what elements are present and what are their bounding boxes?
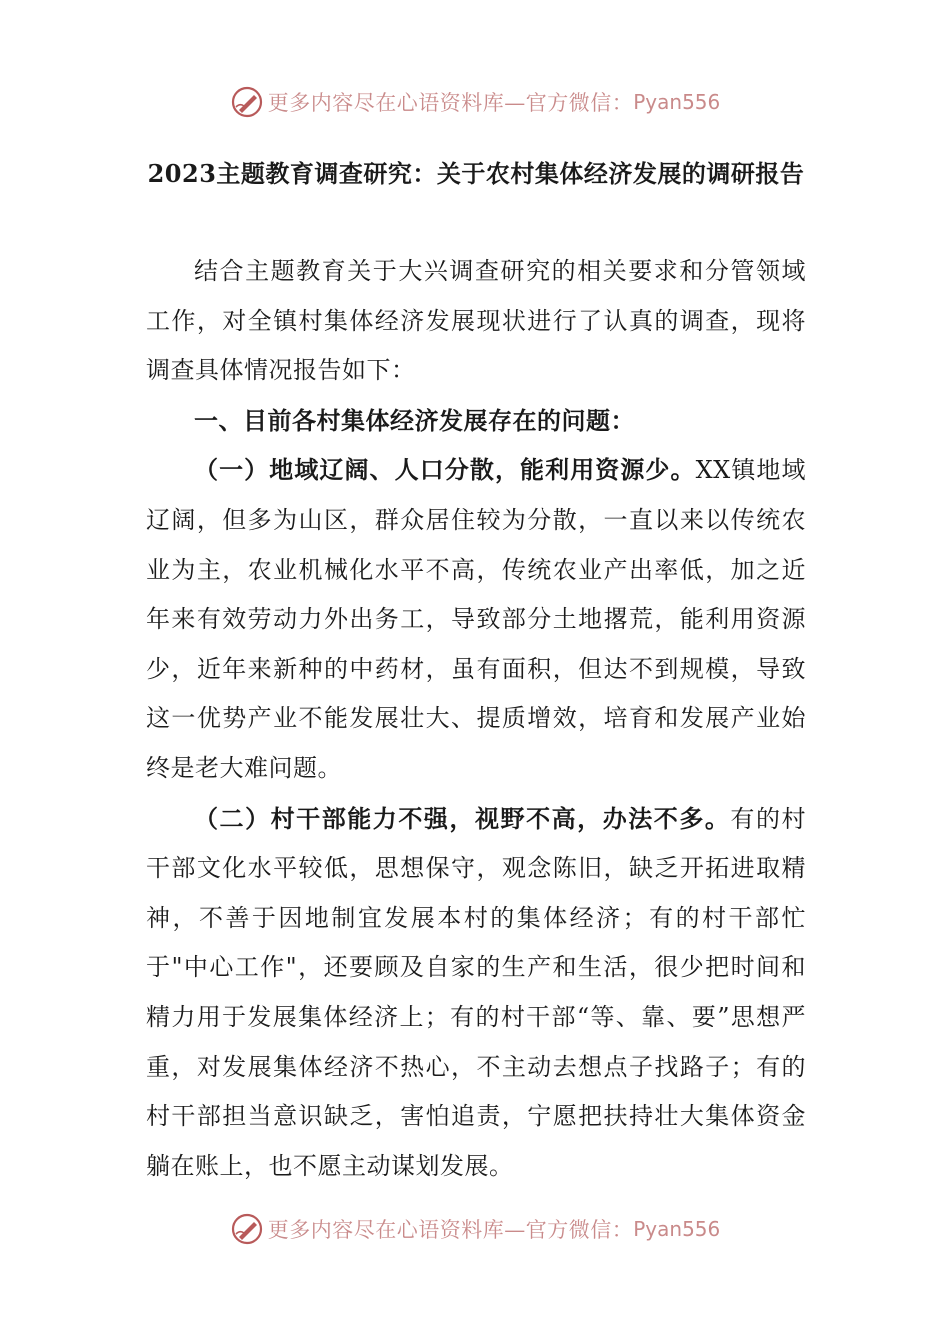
watermark-banner-top	[0, 80, 950, 124]
document-title: 2023主题教育调查研究：关于农村集体经济发展的调研报告	[147, 159, 805, 188]
item1-text: XX镇地域辽阔，但多为山区，群众居住较为分散，一直以来以传统农业为主，农业机械化水平不高，传统农业产出率低，加之近年来有效劳动力外出务工，导致部分土地撂荒，能利用资源少，近年来新种的中药材，虽有面积，但达不到规模，导致这一优势产业不能发展壮大、提质增效，培育和发展产业始终是老大难问题。	[146, 456, 807, 782]
watermark-banner-bottom	[0, 1207, 950, 1251]
watermark-wechat-id: Pyan556	[633, 90, 721, 114]
item1-paragraph	[146, 445, 806, 793]
pen-logo-icon	[230, 85, 264, 119]
item2-lead: （二）村干部能力不强，视野不高，办法不多。	[194, 803, 731, 833]
watermark-text: 更多内容尽在心语资料库—官方微信：	[267, 91, 634, 115]
intro-paragraph: 结合主题教育关于大兴调查研究的相关要求和分管领域工作，对全镇村集体经济发展现状进行了认真的调查，现将调查具体情况报告如下：	[146, 257, 806, 385]
item2-text: 有的村干部文化水平较低，思想保守，观念陈旧，缺乏开拓进取精神，不善于因地制宜发展本村的集体经济；有的村干部忙于"中心工作"，还要顾及自家的生产和生活，很少把时间和精力用于发展集体经济上；有的村干部“等、靠、要”思想严重，对发展集体经济不热心，不主动去想点子找路子；有的村干部担当意识缺乏，害怕追责，宁愿把扶持壮大集体资金躺在账上，也不愿主动谋划发展。	[146, 804, 807, 1180]
section-heading: 一、目前各村集体经济发展存在的问题：	[194, 405, 635, 435]
item1-lead: （一）地域辽阔、人口分散，能利用资源少。	[194, 455, 696, 485]
document-body	[146, 247, 806, 1191]
pen-logo-icon	[230, 1212, 264, 1246]
item2-paragraph	[146, 794, 806, 1192]
watermark-wechat-id: Pyan556	[633, 1217, 721, 1241]
watermark-text: 更多内容尽在心语资料库—官方微信：	[267, 1218, 634, 1242]
